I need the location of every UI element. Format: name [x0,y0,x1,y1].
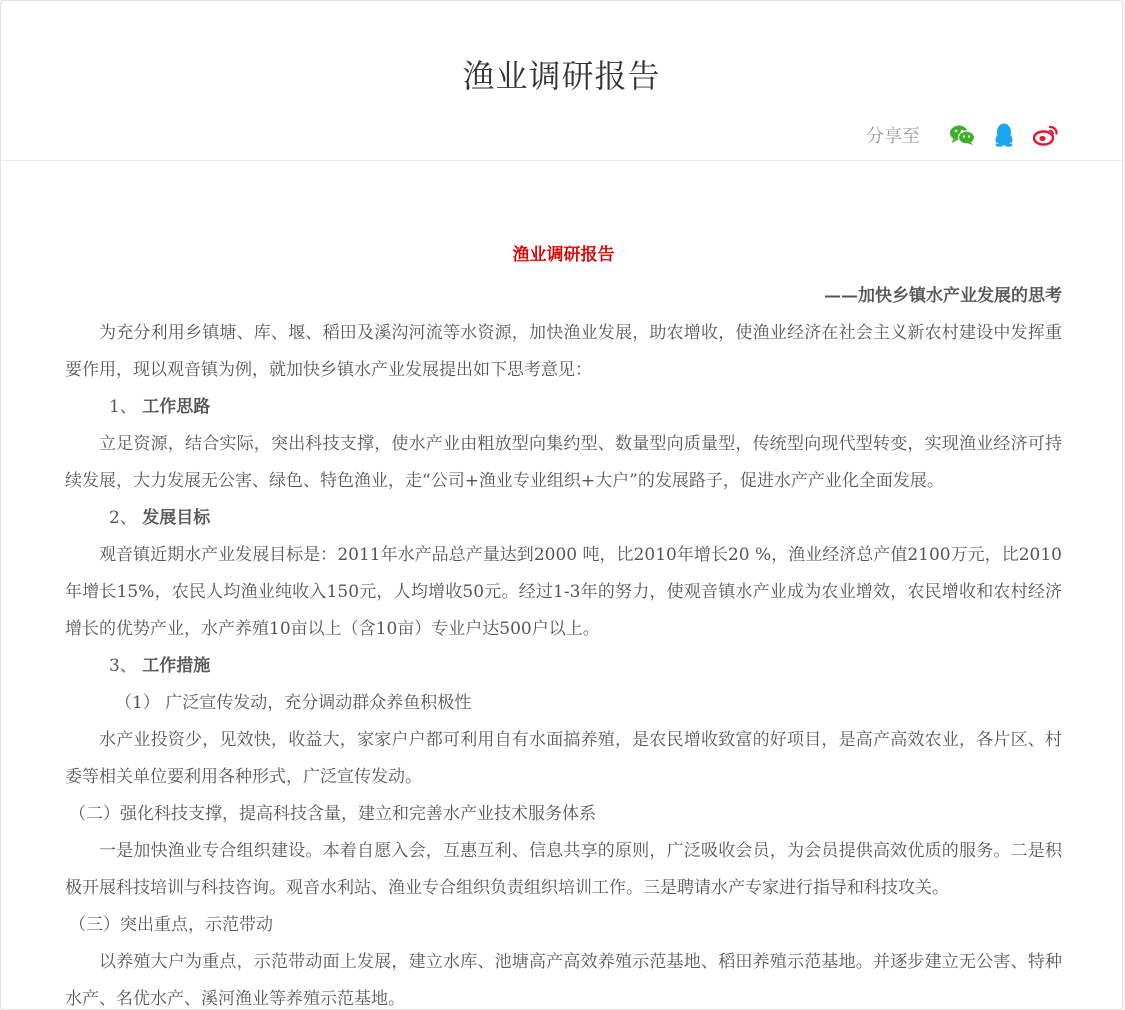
header-divider [1,160,1122,161]
section-heading-2 [65,500,1062,537]
section-title: 工作措施 [142,656,211,676]
section-heading-1 [65,389,1062,426]
measure-1-paragraph: 水产业投资少，见效快，收益大，家家户户都可利用自有水面搞养殖，是农民增收致富的好项目，是高产高效农业，各片区、村委等相关单位要利用各种形式，广泛宣传发动。 [65,730,1062,787]
measure-1-heading: （1） 广泛宣传发动，充分调动群众养鱼积极性 [115,693,472,713]
section-number: 2、 [109,508,137,528]
page-title: 渔业调研报告 [462,57,661,95]
measure-2-heading: （二）强化科技支撑，提高科技含量，建立和完善水产业技术服务体系 [69,804,596,824]
qq-icon [993,123,1015,147]
measure-2-paragraph: 一是加快渔业专合组织建设。本着自愿入会，互惠互利、信息共享的原则，广泛吸收会员，为会员提供高效优质的服务。二是积极开展科技培训与科技咨询。观音水利站、渔业专合组织负责组织培训工作。三是聘请水产专家进行指导和科技攻关。 [65,841,1062,898]
qq-share-button[interactable] [990,121,1018,149]
section-title: 发展目标 [142,508,211,528]
weibo-share-button[interactable] [1032,121,1060,149]
measure-3-paragraph: 以养殖大户为重点，示范带动面上发展，建立水库、池塘高产高效养殖示范基地、稻田养殖示范基地。并逐步建立无公害、特种水产、名优水产、溪河渔业等养殖示范基地。 [65,952,1062,1009]
section-heading-3 [65,648,1062,685]
weibo-icon [1033,124,1059,146]
article-body [65,241,1062,1010]
section-number: 3、 [109,656,137,676]
share-bar [866,119,1060,151]
wechat-icon [949,124,975,146]
intro-paragraph: 为充分利用乡镇塘、库、堰、稻田及溪沟河流等水资源，加快渔业发展，助农增收，使渔业经济在社会主义新农村建设中发挥重要作用，现以观音镇为例，就加快乡镇水产业发展提出如下思考意见： [65,323,1062,380]
wechat-share-button[interactable] [948,121,976,149]
section-title: 工作思路 [142,397,211,417]
article-title: 渔业调研报告 [512,245,615,265]
section-2-paragraph: 观音镇近期水产业发展目标是：2011年水产品总产量达到2000 吨，比2010年增长20 %，渔业经济总产值2100万元，比2010年增长15%，农民人均渔业纯收入150元，人均增收50元。经过1-3年的努力，使观音镇水产业成为农业增效，农民增收和农村经济增长的优势产业，水产养殖10亩以上（含10亩）专业户达500户以上。 [65,545,1062,639]
section-1-paragraph: 立足资源，结合实际，突出科技支撑，使水产业由粗放型向集约型、数量型向质量型，传统型向现代型转变，实现渔业经济可持续发展，大力发展无公害、绿色、特色渔业，走“公司+渔业专业组织+大户”的发展路子，促进水产产业化全面发展。 [65,434,1062,491]
article-subtitle: ——加快乡镇水产业发展的思考 [824,286,1062,306]
section-number: 1、 [109,397,137,417]
share-label: 分享至 [866,126,920,147]
measure-3-heading: （三）突出重点，示范带动 [69,915,273,935]
